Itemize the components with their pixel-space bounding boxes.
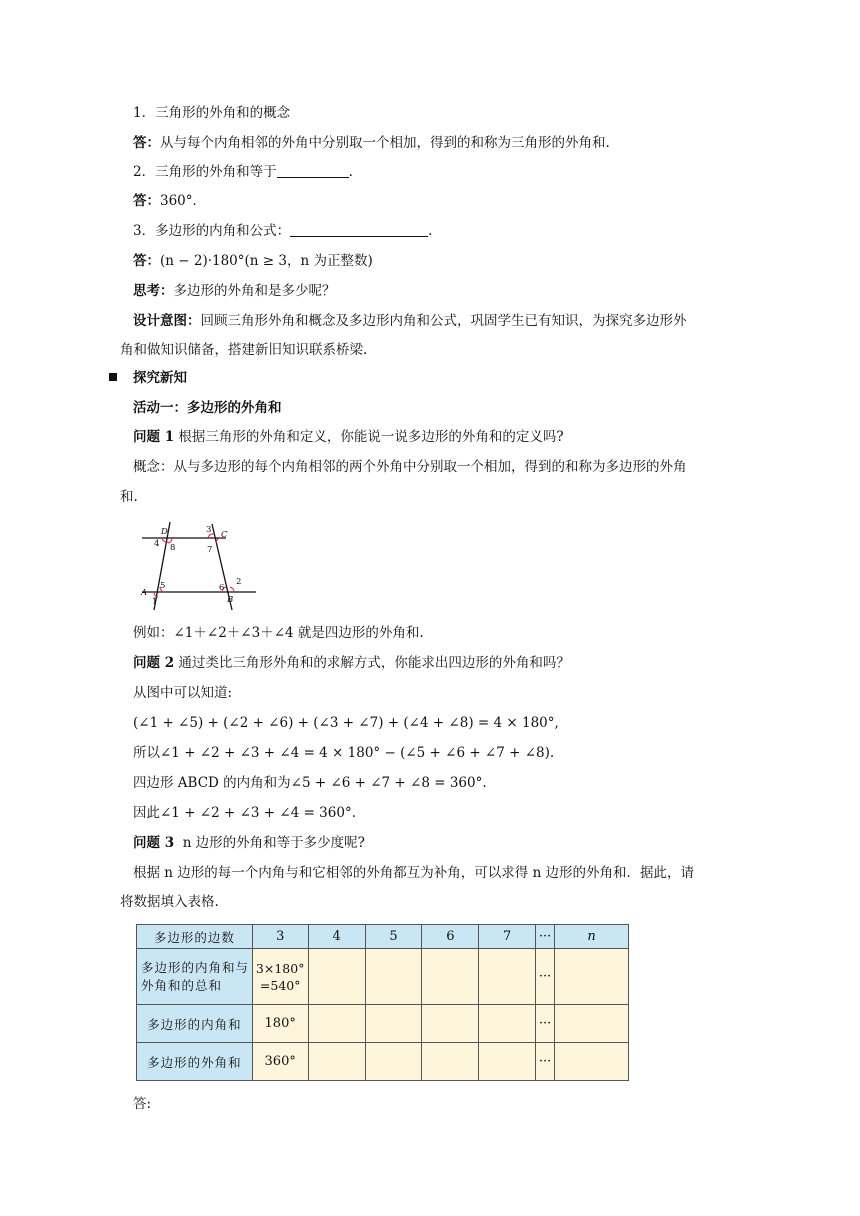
- table-header-cell: 6: [422, 925, 479, 949]
- equation-4: 因此∠1 + ∠2 + ∠3 + ∠4 = 360°.: [133, 805, 356, 821]
- table-row-label: 多边形的内角和: [137, 1005, 253, 1043]
- table-header-cell: ···: [536, 925, 555, 949]
- section-title: 探究新知: [133, 370, 187, 386]
- question-2: [133, 653, 570, 673]
- design-text: 回顾三角形外角和概念及多边形内角和公式，巩固学生已有知识，为探究多边形外: [200, 313, 687, 329]
- fig-label-A: A: [141, 588, 148, 598]
- section-bullet-icon: [109, 373, 117, 381]
- table-cell[interactable]: [308, 1043, 365, 1081]
- example-line: 例如：∠1＋∠2＋∠3＋∠4 就是四边形的外角和.: [133, 625, 424, 641]
- item-3-title: [133, 221, 432, 241]
- table-cell[interactable]: [365, 949, 422, 1005]
- table-row: [137, 1043, 629, 1081]
- table-cell[interactable]: [422, 1043, 479, 1081]
- think-text: 多边形的外角和是多少呢？: [173, 283, 336, 299]
- table-cell[interactable]: [422, 1005, 479, 1043]
- fill-blank[interactable]: [290, 222, 428, 237]
- concept-line-1: 概念：从与多边形的每个内角相邻的两个外角中分别取一个相加，得到的和称为多边形的外角: [133, 459, 687, 475]
- table-cell[interactable]: [308, 949, 365, 1005]
- design-label: 设计意图：: [133, 313, 201, 329]
- equation-1: (∠1 + ∠5) + (∠2 + ∠6) + (∠3 + ∠7) + (∠4 + ∠8) = 4 × 180°,: [133, 715, 559, 731]
- answer-prompt: 答:: [133, 1096, 152, 1112]
- question-label: 问题 1: [133, 429, 175, 445]
- table-cell[interactable]: [365, 1043, 422, 1081]
- equation-2: 所以∠1 + ∠2 + ∠3 + ∠4 = 4 × 180° − (∠5 + ∠6 + ∠7 + ∠8).: [133, 745, 555, 761]
- quadrilateral-figure: [138, 522, 262, 612]
- activity-title: 活动一：多边形的外角和: [133, 400, 282, 416]
- table-row: [137, 1005, 629, 1043]
- fig-label-2: 2: [236, 577, 242, 587]
- answer-3: [133, 251, 373, 271]
- answer-2: [133, 191, 206, 211]
- table-cell: 3×180° =540°: [252, 949, 308, 1005]
- figure-know: 从图中可以知道:: [133, 685, 233, 701]
- fig-label-B: B: [227, 595, 234, 605]
- design-intent: [133, 311, 687, 331]
- table-cell[interactable]: [555, 1005, 629, 1043]
- fig-label-8: 8: [170, 543, 176, 553]
- item-2-text: 2．三角形的外角和等于: [133, 164, 277, 180]
- answer-1: [133, 133, 610, 153]
- fig-label-5: 5: [160, 581, 166, 591]
- think-label: 思考：: [133, 283, 174, 299]
- answer-label: 答：: [133, 193, 160, 209]
- question-text: 根据三角形的外角和定义，你能说一说多边形的外角和的定义吗?: [178, 429, 564, 445]
- table-header-cell: 5: [365, 925, 422, 949]
- table-row-label: 多边形的内角和与外角和的总和: [137, 949, 253, 1005]
- table-cell[interactable]: [479, 949, 536, 1005]
- item-3-end: .: [428, 223, 433, 239]
- design-intent-cont: 角和做知识储备，搭建新旧知识联系桥梁.: [120, 342, 368, 358]
- paragraph-line-1: 根据 n 边形的每一个内角与和它相邻的外角都互为补角，可以求得 n 边形的外角和．据此，请: [133, 865, 695, 881]
- table-row: [137, 949, 629, 1005]
- table-cell[interactable]: [422, 949, 479, 1005]
- fill-blank[interactable]: [277, 163, 349, 178]
- equation-3: 四边形 ABCD 的内角和为∠5 + ∠6 + ∠7 + ∠8 = 360°.: [133, 775, 487, 791]
- fig-label-7: 7: [207, 545, 213, 555]
- table-cell: 180°: [252, 1005, 308, 1043]
- table-header-cell: 7: [479, 925, 536, 949]
- question-1: [133, 427, 564, 447]
- answer-label: 答：: [133, 135, 160, 151]
- paragraph-line-2: 将数据填入表格.: [120, 894, 219, 910]
- table-header-cell: 3: [252, 925, 308, 949]
- formula: (n − 2)·180°(n ≥ 3，n 为正整数): [160, 253, 373, 269]
- answer-label: 答：: [133, 253, 160, 269]
- item-2-end: .: [348, 164, 353, 180]
- table-header-cell: 多边形的边数: [137, 925, 253, 949]
- table-cell[interactable]: [365, 1005, 422, 1043]
- table-cell: ···: [536, 1043, 555, 1081]
- fig-label-4: 4: [154, 539, 160, 549]
- table-header-cell: n: [555, 925, 629, 949]
- item-1-title: 1．三角形的外角和的概念: [133, 105, 291, 121]
- question-text: 通过类比三角形外角和的求解方式，你能求出四边形的外角和吗？: [178, 655, 570, 671]
- item-3-text: 3．多边形的内角和公式：: [133, 223, 291, 239]
- table-header-cell: 4: [308, 925, 365, 949]
- table-cell: ···: [536, 1005, 555, 1043]
- table-cell[interactable]: [479, 1005, 536, 1043]
- fig-label-D: D: [161, 527, 168, 537]
- question-text: n 边形的外角和等于多少度呢?: [182, 835, 365, 851]
- table-cell: 360°: [252, 1043, 308, 1081]
- table-cell[interactable]: [555, 1043, 629, 1081]
- answer-text: 从与每个内角相邻的外角中分别取一个相加，得到的和称为三角形的外角和.: [160, 135, 610, 151]
- polygon-angle-table: [136, 924, 629, 1081]
- fig-label-6: 6: [219, 583, 225, 593]
- table-cell[interactable]: [555, 949, 629, 1005]
- table-row-label: 多边形的外角和: [137, 1043, 253, 1081]
- fig-label-C: C: [221, 530, 228, 540]
- table-header-row: [137, 925, 629, 949]
- table-cell[interactable]: [308, 1005, 365, 1043]
- item-2-title: [133, 162, 353, 182]
- concept-line-2: 和.: [120, 489, 138, 505]
- table-cell[interactable]: [479, 1043, 536, 1081]
- fig-label-1: 1: [152, 597, 158, 607]
- question-label: 问题 3: [133, 835, 175, 851]
- fig-label-3: 3: [206, 525, 212, 535]
- think: [133, 281, 336, 301]
- answer-text: 360°．: [160, 193, 207, 209]
- question-3: [133, 833, 365, 853]
- question-label: 问题 2: [133, 655, 175, 671]
- table-cell: ···: [536, 949, 555, 1005]
